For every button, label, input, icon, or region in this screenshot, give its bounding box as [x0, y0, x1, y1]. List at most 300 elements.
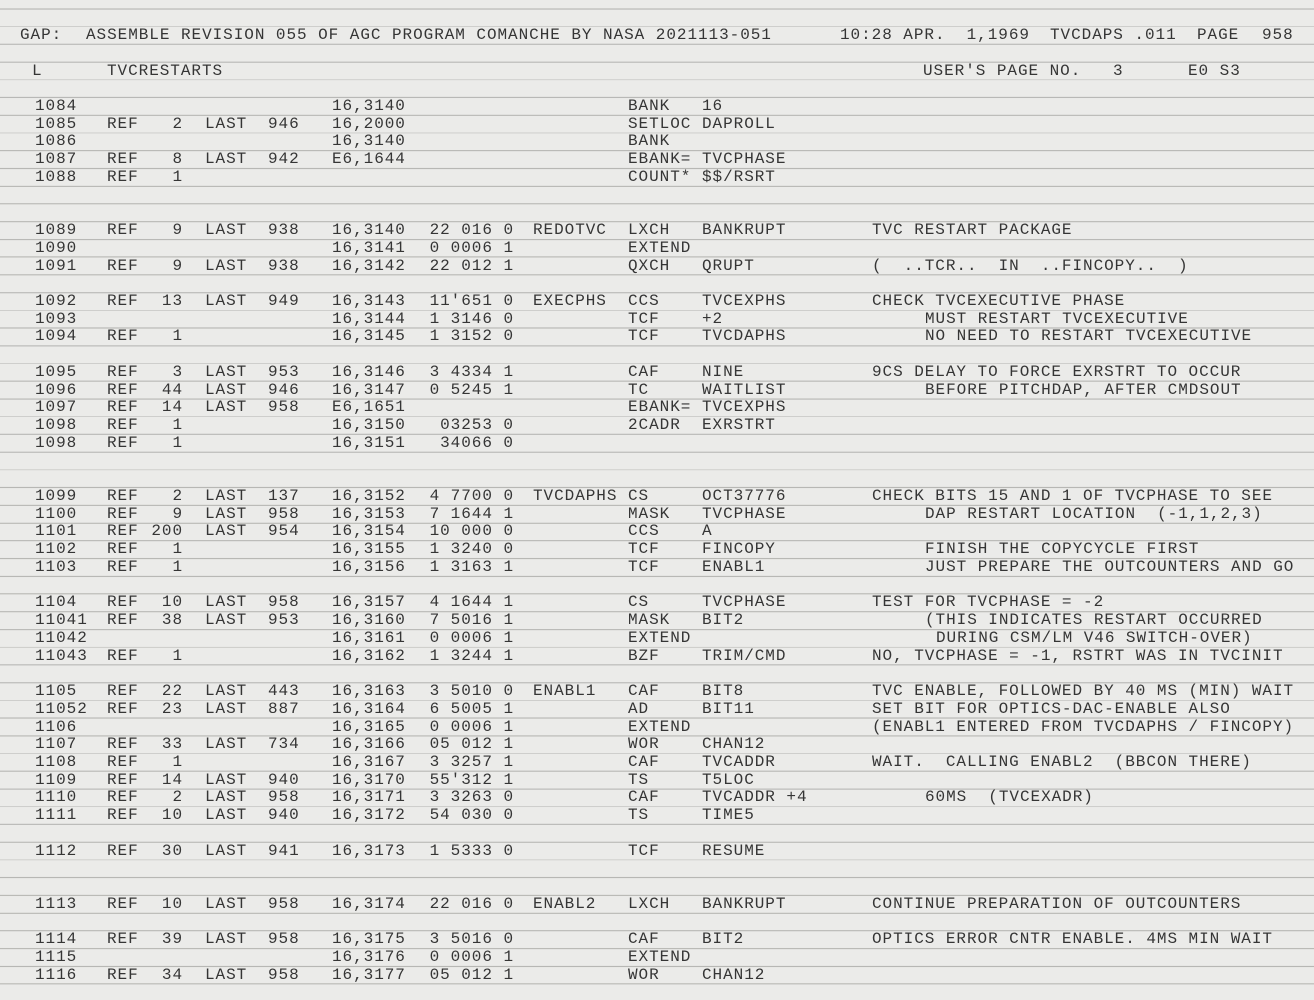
listing-line — [0, 806, 1314, 824]
octal-word: 22 012 1 — [429, 256, 514, 275]
line-number: 1115 — [35, 948, 78, 966]
last-tag: LAST — [205, 487, 248, 505]
memory-address: 16,3163 — [332, 682, 406, 700]
listing-line — [0, 771, 1314, 789]
log-section-id: TVCDAPS .011 — [1050, 26, 1177, 44]
last-ref-line: 953 — [268, 611, 300, 630]
listing-line — [0, 682, 1314, 700]
last-ref-line: 949 — [268, 291, 300, 310]
listing-line — [0, 132, 1314, 150]
listing-line — [0, 505, 1314, 523]
line-number: 1113 — [35, 894, 78, 913]
line-number: 1085 — [35, 114, 78, 133]
operand: TVCEXPHS — [702, 291, 787, 310]
opcode: LXCH — [628, 221, 671, 239]
octal-word: 22 016 0 — [429, 221, 514, 239]
ref-tag: REF — [107, 504, 139, 523]
octal-word: 3 5016 0 — [429, 930, 514, 949]
last-tag: LAST — [205, 380, 248, 399]
opcode: MASK — [628, 611, 671, 630]
assembly-timestamp: 10:28 APR. 1,1969 — [840, 26, 1030, 44]
octal-word: 0 0006 1 — [429, 628, 514, 647]
listing-type-code: L — [32, 61, 43, 80]
memory-address: E6,1651 — [332, 398, 406, 417]
memory-address: 16,3167 — [332, 752, 406, 771]
page-header — [0, 26, 1314, 44]
octal-word: 34066 0 — [440, 433, 514, 452]
ref-tag: REF — [107, 965, 139, 984]
operand: TRIM/CMD — [702, 646, 787, 665]
octal-word: 1 3146 0 — [429, 309, 514, 328]
listing-line — [0, 930, 1314, 948]
ref-tag: REF — [107, 256, 139, 275]
last-ref-line: 958 — [268, 593, 300, 612]
last-tag: LAST — [205, 221, 248, 239]
ref-tag: REF — [107, 930, 139, 949]
opcode: EXTEND — [628, 238, 692, 257]
ref-tag: REF — [107, 841, 139, 860]
memory-address: 16,3144 — [332, 309, 406, 328]
ref-tag: REF — [107, 806, 139, 825]
opcode: QXCH — [628, 256, 671, 275]
opcode: CAF — [628, 362, 660, 381]
opcode: LXCH — [628, 894, 671, 913]
line-number: 1098 — [35, 433, 78, 452]
listing-line — [0, 239, 1314, 257]
symbol-label: TVCDAPHS — [533, 487, 618, 505]
line-number: 11052 — [35, 699, 88, 718]
memory-address: 16,3165 — [332, 717, 406, 736]
last-ref-line: 954 — [268, 522, 300, 541]
opcode: CS — [628, 593, 650, 612]
opcode: WOR — [628, 735, 660, 754]
line-number: 1111 — [35, 806, 78, 825]
memory-address: 16,3164 — [332, 699, 406, 718]
listing-line — [0, 842, 1314, 860]
last-ref-line: 938 — [268, 256, 300, 275]
ref-count: 200 — [151, 522, 183, 541]
memory-address: 16,3151 — [332, 433, 406, 452]
opcode: TC — [628, 380, 650, 399]
last-ref-line: 940 — [268, 770, 300, 789]
last-tag: LAST — [205, 965, 248, 984]
operand: BIT11 — [702, 699, 755, 718]
listing-line — [0, 593, 1314, 611]
operand: WAITLIST — [702, 380, 787, 399]
comment: TVC RESTART PACKAGE — [872, 221, 1073, 239]
line-number: 1099 — [35, 487, 78, 505]
operand: TIME5 — [702, 806, 755, 825]
last-ref-line: 958 — [268, 894, 300, 913]
comment: FINISH THE COPYCYCLE FIRST — [925, 540, 1200, 559]
last-ref-line: 958 — [268, 788, 300, 807]
operand: $$/RSRT — [702, 167, 776, 186]
last-tag: LAST — [205, 735, 248, 754]
line-number: 1108 — [35, 752, 78, 771]
comment: CHECK TVCEXECUTIVE PHASE — [872, 291, 1126, 310]
octal-word: 0 0006 1 — [429, 238, 514, 257]
ref-count: 1 — [172, 540, 183, 559]
ref-count: 8 — [172, 150, 183, 169]
octal-word: 1 3240 0 — [429, 540, 514, 559]
line-number: 11041 — [35, 611, 88, 630]
last-tag: LAST — [205, 930, 248, 949]
memory-address: 16,3162 — [332, 646, 406, 665]
ref-count: 39 — [161, 930, 183, 949]
line-number: 1110 — [35, 788, 78, 807]
operand: BIT2 — [702, 611, 745, 630]
listing-line — [0, 434, 1314, 452]
operand: QRUPT — [702, 256, 755, 275]
ref-count: 1 — [172, 416, 183, 435]
listing-line — [0, 647, 1314, 665]
listing-line — [0, 788, 1314, 806]
ref-tag: REF — [107, 327, 139, 346]
line-number: 1112 — [35, 841, 78, 860]
last-ref-line: 137 — [268, 487, 300, 505]
memory-address: 16,3142 — [332, 256, 406, 275]
line-number: 1102 — [35, 540, 78, 559]
octal-word: 05 012 1 — [429, 735, 514, 754]
ref-count: 13 — [161, 291, 183, 310]
comment: 9CS DELAY TO FORCE EXRSTRT TO OCCUR — [872, 362, 1242, 381]
comment: CHECK BITS 15 AND 1 OF TVCPHASE TO SEE — [872, 487, 1273, 505]
opcode: TCF — [628, 540, 660, 559]
memory-address: 16,3154 — [332, 522, 406, 541]
ref-count: 10 — [161, 806, 183, 825]
memory-address: 16,3160 — [332, 611, 406, 630]
operand: DAPROLL — [702, 114, 776, 133]
memory-address: 16,2000 — [332, 114, 406, 133]
listing-line — [0, 398, 1314, 416]
ref-tag: REF — [107, 894, 139, 913]
last-ref-line: 443 — [268, 682, 300, 700]
line-number: 1093 — [35, 309, 78, 328]
ref-tag: REF — [107, 221, 139, 239]
line-number: 1114 — [35, 930, 78, 949]
last-ref-line: 946 — [268, 380, 300, 399]
octal-word: 4 1644 1 — [429, 593, 514, 612]
comment: 60MS (TVCEXADR) — [925, 788, 1094, 807]
ref-count: 3 — [172, 362, 183, 381]
ref-count: 9 — [172, 221, 183, 239]
operand: T5LOC — [702, 770, 755, 789]
operand: TVCEXPHS — [702, 398, 787, 417]
ref-tag: REF — [107, 362, 139, 381]
comment: TEST FOR TVCPHASE = -2 — [872, 593, 1105, 612]
ref-tag: REF — [107, 540, 139, 559]
line-number: 1098 — [35, 416, 78, 435]
opcode: 2CADR — [628, 416, 681, 435]
last-tag: LAST — [205, 770, 248, 789]
memory-address: 16,3172 — [332, 806, 406, 825]
octal-word: 1 5333 0 — [429, 841, 514, 860]
listing-line — [0, 487, 1314, 505]
last-ref-line: 941 — [268, 841, 300, 860]
opcode: CCS — [628, 291, 660, 310]
memory-address: 16,3176 — [332, 948, 406, 966]
symbol-label: ENABL1 — [533, 682, 597, 700]
operand: CHAN12 — [702, 735, 766, 754]
users-page-label: USER'S PAGE NO. — [923, 61, 1082, 80]
ref-tag: REF — [107, 646, 139, 665]
last-tag: LAST — [205, 841, 248, 860]
page-subheader — [0, 62, 1314, 80]
assembly-title: ASSEMBLE REVISION 055 OF AGC PROGRAM COMANCHE BY NASA 2021113-051 — [86, 26, 772, 44]
memory-address: 16,3171 — [332, 788, 406, 807]
last-ref-line: 953 — [268, 362, 300, 381]
opcode: CCS — [628, 522, 660, 541]
memory-address: 16,3141 — [332, 238, 406, 257]
memory-address: E6,1644 — [332, 150, 406, 169]
last-tag: LAST — [205, 114, 248, 133]
listing-line — [0, 363, 1314, 381]
line-number: 1089 — [35, 221, 78, 239]
octal-word: 3 4334 1 — [429, 362, 514, 381]
operand: TVCADDR +4 — [702, 788, 808, 807]
comment: (THIS INDICATES RESTART OCCURRED — [925, 611, 1263, 630]
octal-word: 03253 0 — [440, 416, 514, 435]
opcode: CAF — [628, 752, 660, 771]
opcode: CAF — [628, 682, 660, 700]
last-tag: LAST — [205, 894, 248, 913]
operand: A — [702, 522, 713, 541]
line-number: 1104 — [35, 593, 78, 612]
memory-address: 16,3140 — [332, 221, 406, 239]
memory-address: 16,3157 — [332, 593, 406, 612]
octal-word: 3 5010 0 — [429, 682, 514, 700]
opcode: CS — [628, 487, 650, 505]
memory-address: 16,3143 — [332, 291, 406, 310]
opcode: MASK — [628, 504, 671, 523]
line-number: 1101 — [35, 522, 78, 541]
ref-count: 2 — [172, 114, 183, 133]
ref-tag: REF — [107, 699, 139, 718]
comment: NO, TVCPHASE = -1, RSTRT WAS IN TVCINIT — [872, 646, 1284, 665]
ref-tag: REF — [107, 167, 139, 186]
operand: TVCPHASE — [702, 150, 787, 169]
listing-line — [0, 221, 1314, 239]
last-ref-line: 958 — [268, 504, 300, 523]
operand: RESUME — [702, 841, 766, 860]
octal-word: 55'312 1 — [429, 770, 514, 789]
ref-count: 23 — [161, 699, 183, 718]
octal-word: 3 3263 0 — [429, 788, 514, 807]
listing-line — [0, 97, 1314, 115]
operand: TVCPHASE — [702, 593, 787, 612]
listing-line — [0, 540, 1314, 558]
last-tag: LAST — [205, 362, 248, 381]
last-tag: LAST — [205, 256, 248, 275]
comment: DURING CSM/LM V46 SWITCH-OVER) — [936, 628, 1253, 647]
ref-count: 1 — [172, 167, 183, 186]
ref-count: 1 — [172, 557, 183, 576]
memory-address: 16,3156 — [332, 557, 406, 576]
operand: BANKRUPT — [702, 894, 787, 913]
ref-tag: REF — [107, 380, 139, 399]
line-number: 1088 — [35, 167, 78, 186]
operand: CHAN12 — [702, 965, 766, 984]
ref-count: 14 — [161, 398, 183, 417]
log-section-name: TVCRESTARTS — [107, 61, 224, 80]
listing-line — [0, 381, 1314, 399]
opcode: EBANK= — [628, 150, 692, 169]
operand: TVCPHASE — [702, 504, 787, 523]
line-number: 1097 — [35, 398, 78, 417]
opcode: AD — [628, 699, 650, 718]
comment: JUST PREPARE THE OUTCOUNTERS AND GO — [925, 557, 1295, 576]
last-ref-line: 958 — [268, 930, 300, 949]
last-tag: LAST — [205, 682, 248, 700]
octal-word: 10 000 0 — [429, 522, 514, 541]
ref-tag: REF — [107, 682, 139, 700]
last-tag: LAST — [205, 788, 248, 807]
ref-tag: REF — [107, 114, 139, 133]
octal-word: 11'651 0 — [429, 291, 514, 310]
ref-tag: REF — [107, 788, 139, 807]
memory-address: 16,3174 — [332, 894, 406, 913]
comment: DAP RESTART LOCATION (-1,1,2,3) — [925, 504, 1263, 523]
octal-word: 1 3152 0 — [429, 327, 514, 346]
line-number: 1116 — [35, 965, 78, 984]
line-number: 1094 — [35, 327, 78, 346]
last-ref-line: 734 — [268, 735, 300, 754]
opcode: TCF — [628, 557, 660, 576]
comment: CONTINUE PREPARATION OF OUTCOUNTERS — [872, 894, 1242, 913]
listing-line — [0, 966, 1314, 984]
line-number: 11043 — [35, 646, 88, 665]
line-number: 1106 — [35, 717, 78, 736]
comment: (ENABL1 ENTERED FROM TVCDAPHS / FINCOPY) — [872, 717, 1295, 736]
operand: OCT37776 — [702, 487, 787, 505]
last-ref-line: 940 — [268, 806, 300, 825]
ref-count: 1 — [172, 646, 183, 665]
comment: NO NEED TO RESTART TVCEXECUTIVE — [925, 327, 1253, 346]
last-tag: LAST — [205, 593, 248, 612]
ref-count: 9 — [172, 256, 183, 275]
memory-address: 16,3166 — [332, 735, 406, 754]
line-number: 1109 — [35, 770, 78, 789]
memory-address: 16,3145 — [332, 327, 406, 346]
last-ref-line: 958 — [268, 398, 300, 417]
ref-count: 14 — [161, 770, 183, 789]
opcode: TCF — [628, 841, 660, 860]
ref-count: 1 — [172, 433, 183, 452]
memory-address: 16,3153 — [332, 504, 406, 523]
listing-line — [0, 310, 1314, 328]
memory-address: 16,3161 — [332, 628, 406, 647]
ref-tag: REF — [107, 752, 139, 771]
opcode: TCF — [628, 309, 660, 328]
listing-line — [0, 753, 1314, 771]
ref-count: 9 — [172, 504, 183, 523]
ref-count: 22 — [161, 682, 183, 700]
ref-tag: REF — [107, 487, 139, 505]
operand: 16 — [702, 96, 724, 115]
operand: ENABL1 — [702, 557, 766, 576]
line-number: 1096 — [35, 380, 78, 399]
octal-word: 0 5245 1 — [429, 380, 514, 399]
last-ref-line: 942 — [268, 150, 300, 169]
opcode: SETLOC — [628, 114, 692, 133]
listing-line — [0, 718, 1314, 736]
opcode: CAF — [628, 788, 660, 807]
memory-address: 16,3147 — [332, 380, 406, 399]
listing-line — [0, 948, 1314, 966]
last-tag: LAST — [205, 611, 248, 630]
opcode: BANK — [628, 96, 671, 115]
listing-line — [0, 416, 1314, 434]
listing-line — [0, 327, 1314, 345]
operand: BIT8 — [702, 682, 745, 700]
symbol-label: REDOTVC — [533, 221, 607, 239]
operand: BIT2 — [702, 930, 745, 949]
opcode: BANK — [628, 132, 671, 151]
memory-address: 16,3140 — [332, 96, 406, 115]
users-page-number: 3 — [1113, 61, 1124, 80]
memory-address: 16,3140 — [332, 132, 406, 151]
listing-line — [0, 558, 1314, 576]
line-number: 11042 — [35, 628, 88, 647]
opcode: TS — [628, 806, 650, 825]
octal-word: 0 0006 1 — [429, 717, 514, 736]
listing-line — [0, 735, 1314, 753]
octal-word: 7 5016 1 — [429, 611, 514, 630]
line-number: 1107 — [35, 735, 78, 754]
ref-tag: REF — [107, 398, 139, 417]
listing-line — [0, 292, 1314, 310]
ref-count: 33 — [161, 735, 183, 754]
listing-line — [0, 895, 1314, 913]
opcode: EXTEND — [628, 948, 692, 966]
line-number: 1091 — [35, 256, 78, 275]
memory-address: 16,3150 — [332, 416, 406, 435]
line-number: 1086 — [35, 132, 78, 151]
listing-line — [0, 629, 1314, 647]
last-tag: LAST — [205, 504, 248, 523]
line-number: 1084 — [35, 96, 78, 115]
memory-address: 16,3173 — [332, 841, 406, 860]
opcode: WOR — [628, 965, 660, 984]
symbol-label: EXECPHS — [533, 291, 607, 310]
octal-word: 3 3257 1 — [429, 752, 514, 771]
opcode: CAF — [628, 930, 660, 949]
page-number: 958 — [1262, 26, 1294, 44]
memory-address: 16,3155 — [332, 540, 406, 559]
ref-count: 30 — [161, 841, 183, 860]
ref-count: 10 — [161, 593, 183, 612]
ref-tag: REF — [107, 416, 139, 435]
octal-word: 1 3163 1 — [429, 557, 514, 576]
last-ref-line: 958 — [268, 965, 300, 984]
opcode: EXTEND — [628, 628, 692, 647]
line-number: 1092 — [35, 291, 78, 310]
ref-tag: REF — [107, 433, 139, 452]
line-number: 1095 — [35, 362, 78, 381]
line-number: 1087 — [35, 150, 78, 169]
opcode: EBANK= — [628, 398, 692, 417]
operand: NINE — [702, 362, 745, 381]
comment: TVC ENABLE, FOLLOWED BY 40 MS (MIN) WAIT — [872, 682, 1295, 700]
ref-tag: REF — [107, 593, 139, 612]
opcode: COUNT* — [628, 167, 692, 186]
last-ref-line: 887 — [268, 699, 300, 718]
listing-line — [0, 115, 1314, 133]
ref-tag: REF — [107, 770, 139, 789]
ref-count: 2 — [172, 487, 183, 505]
octal-word: 6 5005 1 — [429, 699, 514, 718]
listing-line — [0, 611, 1314, 629]
